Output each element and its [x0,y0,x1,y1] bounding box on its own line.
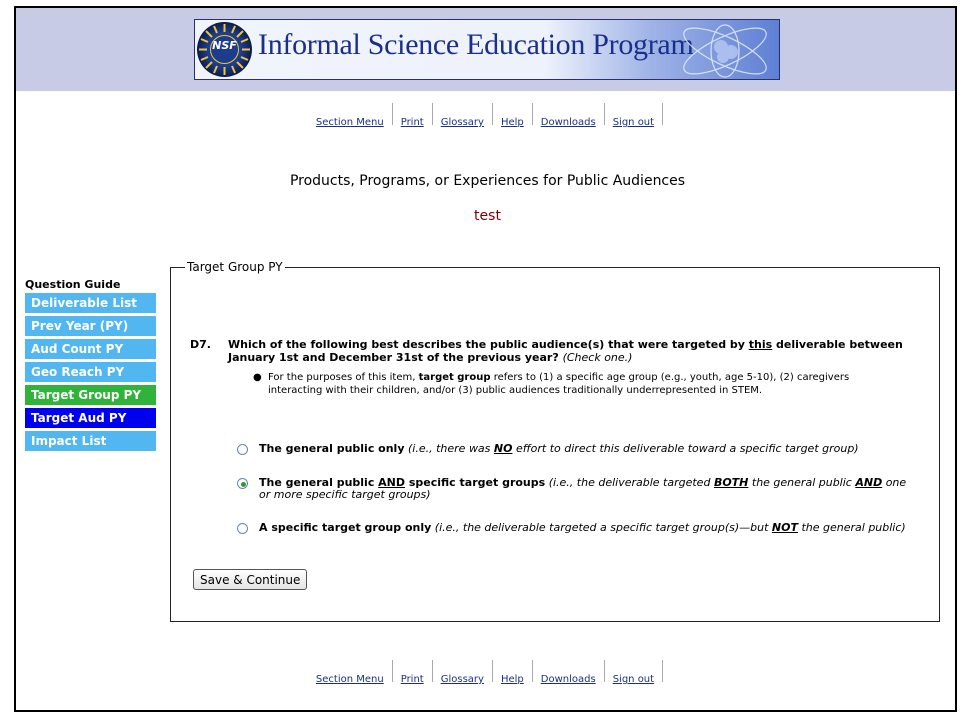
question-number: D7. [190,338,211,351]
bullet-icon: ● [253,372,262,383]
question-fieldset [170,260,940,622]
emphasis-word: AND [855,476,883,489]
emphasis-word: NO [493,442,513,455]
nav-help[interactable]: Help [493,103,533,125]
option-label [259,443,917,455]
fieldset-legend: Target Group PY [187,260,283,274]
nav-print[interactable]: Print [393,103,433,125]
guide-item-prev-year[interactable]: Prev Year (PY) [25,316,156,336]
program-title: Informal Science Education Program [258,28,694,61]
question-guide-title: Question Guide [25,278,121,291]
nav-sign-out[interactable]: Sign out [605,660,663,682]
option-label [259,522,917,534]
top-nav [16,103,955,128]
guide-item-deliverable-list[interactable]: Deliverable List [25,293,156,313]
note-term: target group [418,372,491,383]
option-title: A specific target group only [259,521,432,534]
guide-item-impact-list[interactable]: Impact List [25,431,156,451]
nav-print[interactable]: Print [393,660,433,682]
guide-item-target-aud[interactable]: Target Aud PY [25,408,156,428]
save-continue-button[interactable]: Save & Continue [193,569,307,590]
question-text [228,338,928,364]
option-general-public-only[interactable] [237,443,917,455]
option-specific-target-only[interactable] [237,522,917,534]
guide-item-target-group[interactable]: Target Group PY [25,385,156,405]
emphasis-word: NOT [771,521,798,534]
option-detail: (i.e., the deliverable targeted a specific target group(s)—but NOT the general public) [434,521,906,534]
nav-glossary[interactable]: Glossary [433,103,493,125]
question-text-part: deliverable between January 1st and December 31st of the previous year? [228,338,903,364]
option-title: The general public AND specific target groups [259,476,546,489]
question-text-part: Which of the following best describes the public audience(s) that were targeted by [228,338,749,351]
guide-item-aud-count[interactable]: Aud Count PY [25,339,156,359]
option-detail: (i.e., there was NO effort to direct this deliverable toward a specific target group) [408,442,859,455]
radio-general-public-only[interactable] [237,444,248,455]
nsf-seal-text: NSF [212,39,237,52]
option-general-public-and-target[interactable] [237,477,917,501]
atom-graphic-icon [665,22,780,80]
page-title: Products, Programs, or Experiences for Public Audiences [289,173,686,189]
question-hint: (Check one.) [562,351,633,364]
nav-help[interactable]: Help [493,660,533,682]
nav-downloads[interactable]: Downloads [533,103,605,125]
target-group-note [253,371,903,397]
guide-item-geo-reach[interactable]: Geo Reach PY [25,362,156,382]
option-detail: (i.e., the deliverable targeted BOTH the general public AND one or more specific target groups) [259,476,907,501]
option-label [259,477,917,501]
option-title: The general public only [259,442,405,455]
emphasis-word: AND [378,476,406,489]
nav-glossary[interactable]: Glossary [433,660,493,682]
radio-general-public-and-target[interactable] [237,478,248,489]
nav-sign-out[interactable]: Sign out [605,103,663,125]
nav-downloads[interactable]: Downloads [533,660,605,682]
question-emphasis: this [748,338,773,351]
bottom-nav [16,660,955,685]
radio-specific-target-only[interactable] [237,523,248,534]
note-text-part: refers to (1) a specific age group (e.g., youth, age 5-10), (2) caregivers interacting with their children, and/or (3) public audiences traditionally underrepresented in STEM. [268,372,850,396]
page-subtitle: test [474,208,501,224]
page-frame [14,6,957,712]
nav-section-menu[interactable]: Section Menu [308,103,393,125]
nav-section-menu[interactable]: Section Menu [308,660,393,682]
note-text [268,371,903,397]
emphasis-word: BOTH [713,476,749,489]
note-text-part: For the purposes of this item, [268,372,419,383]
program-banner [194,19,780,80]
